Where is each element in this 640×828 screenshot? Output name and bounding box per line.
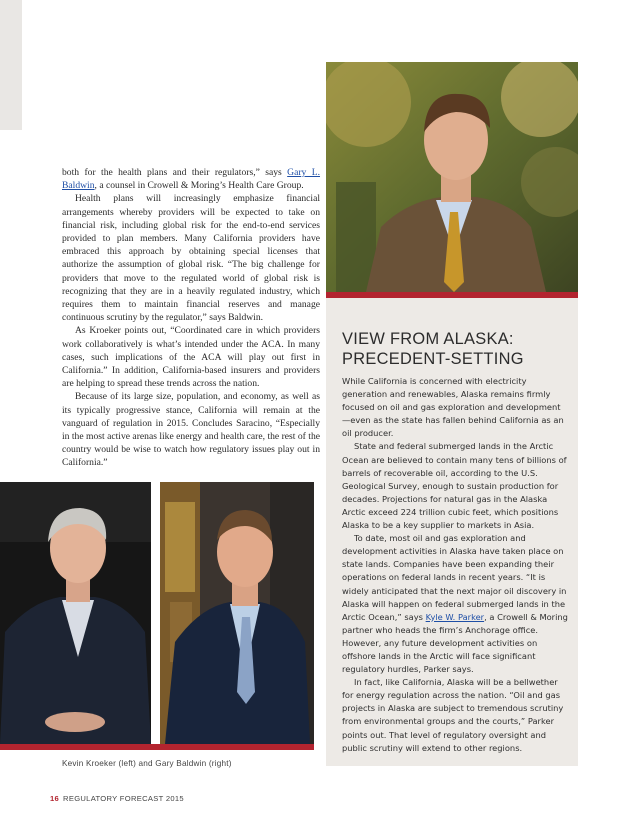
page-edge-strip: [0, 0, 22, 130]
text-run: While California is concerned with electricity generation and renewables, Alaska remains firmly focused on oil and gas exploration and development—even as the state has fallen behind California as an oil producer.: [342, 376, 564, 439]
page-number: 16: [50, 794, 60, 803]
kyle-parker-photo: [326, 62, 578, 292]
text-run: In fact, like California, Alaska will be a bellwether for energy regulation across the nation. “Oil and gas projects in Alaska are subject to tremendous scrutiny from environmental groups and the courts,” Parker points out. That level of regulatory oversight and public scrutiny will extend to other regions.: [342, 677, 564, 753]
article-paragraph: [62, 166, 320, 192]
publication-title: REGULATORY FORECAST 2015: [63, 794, 184, 803]
article-paragraph: [62, 390, 320, 469]
sidebar-title-line-1: VIEW FROM ALASKA:: [342, 330, 514, 348]
text-run: To date, most oil and gas exploration and development activities in Alaska have taken place on state lands. Companies have been expanding their operations on federal lands in recent years. “It is widely anticipated that the next major oil discovery in Alaska will happen on federal submerged lands in the Arctic Ocean,” says: [342, 533, 567, 622]
sidebar-paragraph: [342, 676, 568, 755]
sidebar-title: [342, 329, 572, 369]
group-photo-accent-bar: [0, 744, 314, 750]
text-run: , a Crowell & Moring partner who heads the firm’s Anchorage office. However, any future development activities on offshore lands in the Arctic will face significant regulatory hurdles, Parker says.: [342, 611, 568, 675]
page-footer: [50, 794, 184, 803]
sidebar-title-line-2: PRECEDENT-SETTING: [342, 350, 524, 368]
sidebar-paragraph: [342, 532, 568, 676]
sidebar-paragraph: [342, 375, 568, 440]
article-paragraph: [62, 324, 320, 390]
text-run: both for the health plans and their regulators,” says: [62, 167, 288, 178]
person-link[interactable]: Kyle W. Parker: [425, 611, 485, 622]
article-paragraph: [62, 192, 320, 324]
article-body: [62, 166, 320, 470]
group-photo-caption: Kevin Kroeker (left) and Gary Baldwin (right): [62, 759, 232, 768]
person-link[interactable]: Gary L. Baldwin: [62, 167, 321, 192]
text-run: , a counsel in Crowell & Moring’s Health Care Group.: [94, 180, 304, 192]
text-run: Health plans will increasingly emphasize financial arrangements whereby providers will be expected to take on financial risk, including global risk for the end-to-end services provided to plan members. Many California providers have embraced this approach by obtaining special licenses that authorize the assumption of global risk. “The big challenge for providers that move to the regulated world of global risk is recognizing that they are in a heavily regulated industry, which requires them to maintain financial reserves and manage continuous scrutiny by the regulator,” says Baldwin.: [62, 193, 320, 324]
sidebar-paragraph: [342, 440, 568, 532]
gary-baldwin-photo: [160, 482, 314, 744]
kevin-kroeker-photo: [0, 482, 151, 744]
text-run: State and federal submerged lands in the Arctic Ocean are believed to contain many tens of billions of barrels of recoverable oil, according to the U.S. Geological Survey, enough to sustain production for decades. Projections for natural gas in the Alaska Arctic exceed 224 trillion cubic feet, which positions Alaska to be a key supplier to markets in Asia.: [342, 441, 567, 531]
sidebar-body: [342, 375, 568, 755]
text-run: Because of its large size, population, and economy, as well as its typically progressive stance, California will remain at the vanguard of regulation in 2015. Concludes Saracino, “Especially in the most active arenas like energy and health care, the rest of the country would be wise to watch how regulatory issues play out in California.”: [62, 391, 320, 469]
text-run: As Kroeker points out, “Coordinated care in which providers work collaboratively is what’s intended under the ACA. In many cases, such implications of the ACA will play out first in California.” In addition, California-based insurers and providers are helping to spread these trends across the nation.: [62, 325, 320, 390]
